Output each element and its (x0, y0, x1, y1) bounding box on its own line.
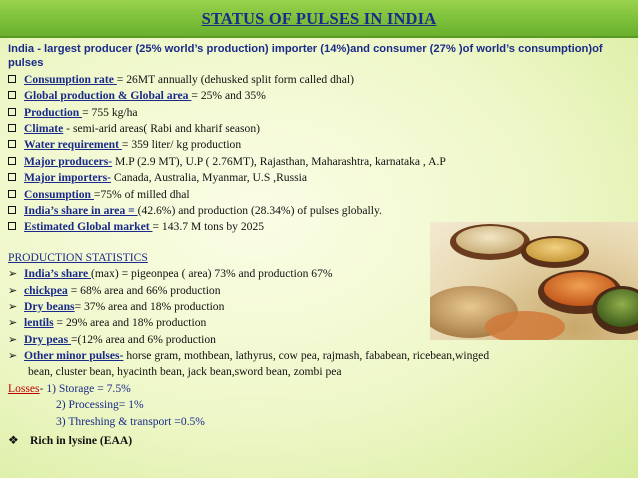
stat-value: = 29% area and 18% production (53, 316, 207, 330)
fact-value: = 25% and 35% (191, 89, 266, 103)
lysine-text: Rich in lysine (EAA) (30, 434, 133, 448)
stat-value: =(12% area and 6% production (71, 332, 216, 346)
fact-value: M.P (2.9 MT), U.P ( 2.76MT), Rajasthan, Maharashtra, karnataka , A.P (112, 154, 446, 168)
fact-value: = 359 liter/ kg production (121, 138, 242, 152)
arrow-bullet-icon: ➢ (8, 284, 18, 297)
diamond-bullet-icon: ❖ (8, 433, 19, 448)
fact-item (8, 203, 634, 219)
fact-key: Production (24, 105, 83, 119)
fact-key: Major importers- (24, 171, 112, 185)
fact-key: Estimated Global market (24, 220, 153, 234)
fact-key: Climate (24, 121, 64, 135)
fact-item (8, 105, 634, 121)
losses-first: - 1) Storage = 7.5% (39, 381, 131, 395)
fact-item (8, 154, 634, 170)
yellow-lentil-bowl (526, 238, 584, 262)
fact-key: India’s share in area = (24, 203, 138, 217)
arrow-bullet-icon: ➢ (8, 268, 18, 281)
checkbox-bullet-icon (8, 206, 16, 214)
stats-heading: PRODUCTION STATISTICS (8, 250, 148, 264)
fact-key: Consumption (24, 187, 94, 201)
losses-label: Losses (8, 381, 40, 395)
fact-value: = 26MT annually (dehusked split form called dhal) (116, 72, 354, 86)
intro-text: India - largest producer (25% world’s production) importer (14%)and consumer (27% )of world’s consumption)of pulses (8, 43, 603, 70)
fact-value: - semi-arid areas( Rabi and kharif season) (63, 121, 260, 135)
stat-item (8, 348, 634, 364)
stats-continuation: bean, cluster bean, hyacinth bean, jack bean,sword bean, zombi pea (28, 365, 342, 379)
loss-threshing: 3) Threshing & transport =0.5% (56, 414, 205, 428)
loss-processing: 2) Processing= 1% (56, 398, 144, 412)
pulses-photo (430, 222, 638, 340)
fact-item (8, 72, 634, 88)
fact-item (8, 187, 634, 203)
stat-key: lentils (24, 316, 54, 330)
fact-item (8, 170, 634, 186)
stat-value: = 68% area and 66% production (67, 283, 221, 297)
fact-value: = 143.7 M tons by 2025 (152, 220, 265, 234)
stat-key: Dry peas (24, 332, 72, 346)
arrow-bullet-icon: ➢ (8, 333, 18, 346)
checkbox-bullet-icon (8, 190, 16, 198)
stat-value: horse gram, mothbean, lathyrus, cow pea, rajmash, fababean, ricebean,winged (123, 349, 490, 363)
fact-key: Water requirement (24, 138, 122, 152)
fact-value: =75% of milled dhal (93, 187, 190, 201)
stat-key: Other minor pulses- (24, 349, 124, 363)
fact-key: Global production & Global area (24, 89, 192, 103)
lysine-row (8, 432, 634, 448)
stat-key: India’s share (24, 267, 92, 281)
checkbox-bullet-icon (8, 222, 16, 230)
arrow-bullet-icon: ➢ (8, 300, 18, 313)
fact-item (8, 88, 634, 104)
losses-row (8, 381, 634, 397)
facts-list (8, 72, 634, 236)
checkbox-bullet-icon (8, 91, 16, 99)
stat-key: chickpea (24, 283, 68, 297)
checkbox-bullet-icon (8, 157, 16, 165)
title-bar (0, 0, 638, 38)
fact-item (8, 137, 634, 153)
checkbox-bullet-icon (8, 124, 16, 132)
fact-key: Major producers- (24, 154, 113, 168)
fact-item (8, 121, 634, 137)
checkbox-bullet-icon (8, 75, 16, 83)
fact-value: Canada, Australia, Myanmar, U.S ,Russia (111, 171, 307, 185)
arrow-bullet-icon: ➢ (8, 350, 18, 363)
checkbox-bullet-icon (8, 173, 16, 181)
stat-key: Dry beans (24, 299, 75, 313)
fact-key: Consumption rate (24, 72, 117, 86)
pulses-bowls-illustration (430, 222, 638, 340)
stat-value: (max) = pigeonpea ( area) 73% and production 67% (91, 267, 333, 281)
chickpea-bowl (456, 226, 524, 254)
fact-value: = 755 kg/ha (82, 105, 138, 119)
checkbox-bullet-icon (8, 140, 16, 148)
arrow-bullet-icon: ➢ (8, 317, 18, 330)
slide-title: STATUS OF PULSES IN INDIA (201, 9, 437, 28)
stat-value: = 37% area and 18% production (74, 299, 225, 313)
fact-value: (42.6%) and production (28.34%) of pulses globally. (137, 203, 382, 217)
checkbox-bullet-icon (8, 108, 16, 116)
